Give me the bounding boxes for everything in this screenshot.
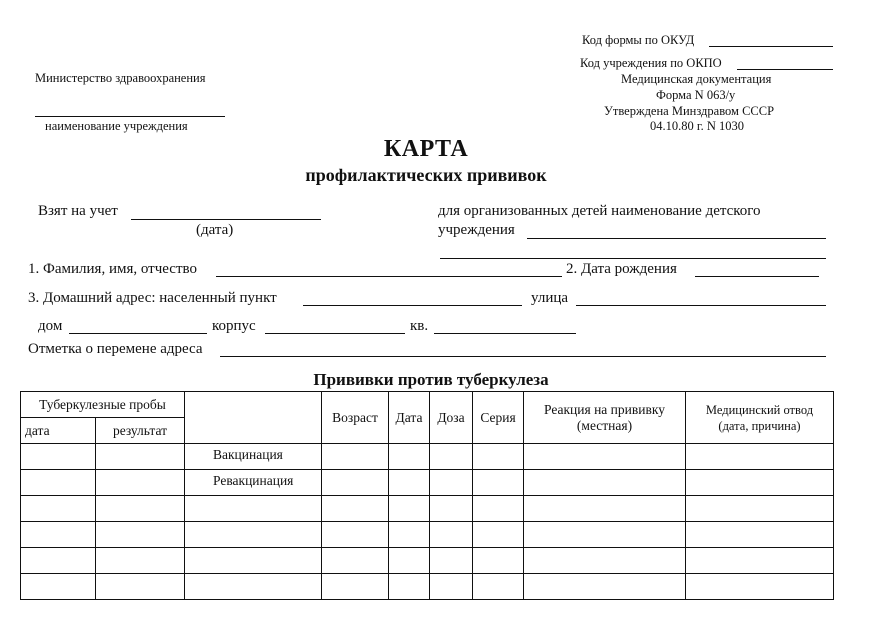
cell[interactable] <box>473 470 524 496</box>
series-header: Серия <box>473 392 524 444</box>
cell[interactable] <box>473 522 524 548</box>
building-label: корпус <box>212 318 256 334</box>
ministry-label: Министерство здравоохранения <box>35 71 206 85</box>
cell[interactable] <box>322 548 389 574</box>
cell[interactable] <box>686 522 834 548</box>
cell[interactable] <box>389 444 430 470</box>
cell[interactable] <box>524 522 686 548</box>
cell[interactable] <box>96 444 185 470</box>
table-header-row <box>21 392 834 418</box>
table-row <box>21 470 834 496</box>
kindergarten-name-field[interactable] <box>527 238 826 239</box>
cell[interactable] <box>322 574 389 600</box>
form-number: Форма N 063/у <box>656 88 736 102</box>
address-change-label: Отметка о перемене адреса <box>28 341 203 357</box>
cell[interactable] <box>430 548 473 574</box>
cell[interactable] <box>524 470 686 496</box>
approved-by: Утверждена Минздравом СССР <box>604 104 775 118</box>
tb-result-header: результат <box>96 418 185 444</box>
cell[interactable] <box>21 574 96 600</box>
cell[interactable] <box>389 470 430 496</box>
table-row <box>21 496 834 522</box>
age-header: Возраст <box>322 392 389 444</box>
birth-date-field[interactable] <box>695 276 819 277</box>
reaction-header-line2: (местная) <box>576 417 633 433</box>
cell[interactable] <box>473 496 524 522</box>
page-subtitle: профилактических прививок <box>305 165 547 185</box>
vaccination-row-label: Вакцинация <box>185 444 322 470</box>
cell[interactable] <box>96 548 185 574</box>
apartment-field[interactable] <box>434 333 576 334</box>
page-title: КАРТА <box>383 136 469 162</box>
house-label: дом <box>38 318 63 334</box>
cell[interactable] <box>185 496 322 522</box>
okpo-field[interactable] <box>737 69 833 70</box>
cell[interactable] <box>21 496 96 522</box>
doc-type: Медицинская документация <box>621 72 772 86</box>
revaccination-row-label: Ревакцинация <box>185 470 322 496</box>
okud-label: Код формы по ОКУД <box>582 33 695 47</box>
cell[interactable] <box>389 548 430 574</box>
kindergarten-name-field-2[interactable] <box>440 258 826 259</box>
org-children-label-2: учреждения <box>438 222 515 238</box>
cell[interactable] <box>185 574 322 600</box>
cell[interactable] <box>473 444 524 470</box>
cell[interactable] <box>21 444 96 470</box>
reaction-header <box>524 392 686 444</box>
approved-date: 04.10.80 г. N 1030 <box>650 119 744 133</box>
cell[interactable] <box>524 548 686 574</box>
cell[interactable] <box>524 444 686 470</box>
tb-tests-header: Туберкулезные пробы <box>21 392 185 418</box>
cell[interactable] <box>185 548 322 574</box>
building-field[interactable] <box>265 333 405 334</box>
cell[interactable] <box>524 574 686 600</box>
apartment-label: кв. <box>410 318 429 334</box>
institution-caption: наименование учреждения <box>45 119 188 133</box>
cell[interactable] <box>185 522 322 548</box>
date-header: Дата <box>389 392 430 444</box>
cell[interactable] <box>21 470 96 496</box>
street-label: улица <box>531 290 569 306</box>
table-row <box>21 444 834 470</box>
cell[interactable] <box>524 496 686 522</box>
exemption-header-line2: (дата, причина) <box>718 418 801 433</box>
cell[interactable] <box>686 574 834 600</box>
row-label-header <box>185 392 322 444</box>
cell[interactable] <box>322 470 389 496</box>
cell[interactable] <box>686 548 834 574</box>
cell[interactable] <box>430 522 473 548</box>
exemption-header-line1: Медицинский отвод <box>705 402 814 417</box>
cell[interactable] <box>686 444 834 470</box>
cell[interactable] <box>430 574 473 600</box>
house-field[interactable] <box>69 333 207 334</box>
cell[interactable] <box>322 496 389 522</box>
reaction-header-line1: Реакция на прививку <box>544 401 665 417</box>
locality-field[interactable] <box>303 305 522 306</box>
cell[interactable] <box>322 444 389 470</box>
tb-vaccination-table <box>20 391 834 600</box>
cell[interactable] <box>21 522 96 548</box>
tb-table-title: Прививки против туберкулеза <box>313 370 549 389</box>
dose-header: Доза <box>430 392 473 444</box>
exemption-header <box>686 392 834 444</box>
cell[interactable] <box>96 470 185 496</box>
registered-date-field[interactable] <box>131 219 321 220</box>
address-label: 3. Домашний адрес: населенный пункт <box>28 290 277 306</box>
cell[interactable] <box>389 574 430 600</box>
okud-field[interactable] <box>709 46 833 47</box>
cell[interactable] <box>322 522 389 548</box>
table-row <box>21 548 834 574</box>
cell[interactable] <box>430 444 473 470</box>
cell[interactable] <box>389 496 430 522</box>
cell[interactable] <box>686 470 834 496</box>
date-caption: (дата) <box>196 222 234 238</box>
cell[interactable] <box>389 522 430 548</box>
tb-date-header: дата <box>21 418 96 444</box>
cell[interactable] <box>473 574 524 600</box>
full-name-label: 1. Фамилия, имя, отчество <box>28 261 197 277</box>
cell[interactable] <box>430 470 473 496</box>
full-name-field[interactable] <box>216 276 562 277</box>
cell[interactable] <box>430 496 473 522</box>
okpo-label: Код учреждения по ОКПО <box>580 56 722 70</box>
registered-label: Взят на учет <box>38 203 118 219</box>
org-children-label-1: для организованных детей наименование детского <box>438 203 761 219</box>
birth-date-label: 2. Дата рождения <box>566 261 677 277</box>
cell[interactable] <box>686 496 834 522</box>
cell[interactable] <box>21 548 96 574</box>
table-row <box>21 574 834 600</box>
cell[interactable] <box>96 496 185 522</box>
cell[interactable] <box>473 548 524 574</box>
street-field[interactable] <box>576 305 826 306</box>
cell[interactable] <box>96 522 185 548</box>
institution-name-field[interactable] <box>35 116 225 117</box>
cell[interactable] <box>96 574 185 600</box>
address-change-field[interactable] <box>220 356 826 357</box>
table-row <box>21 522 834 548</box>
